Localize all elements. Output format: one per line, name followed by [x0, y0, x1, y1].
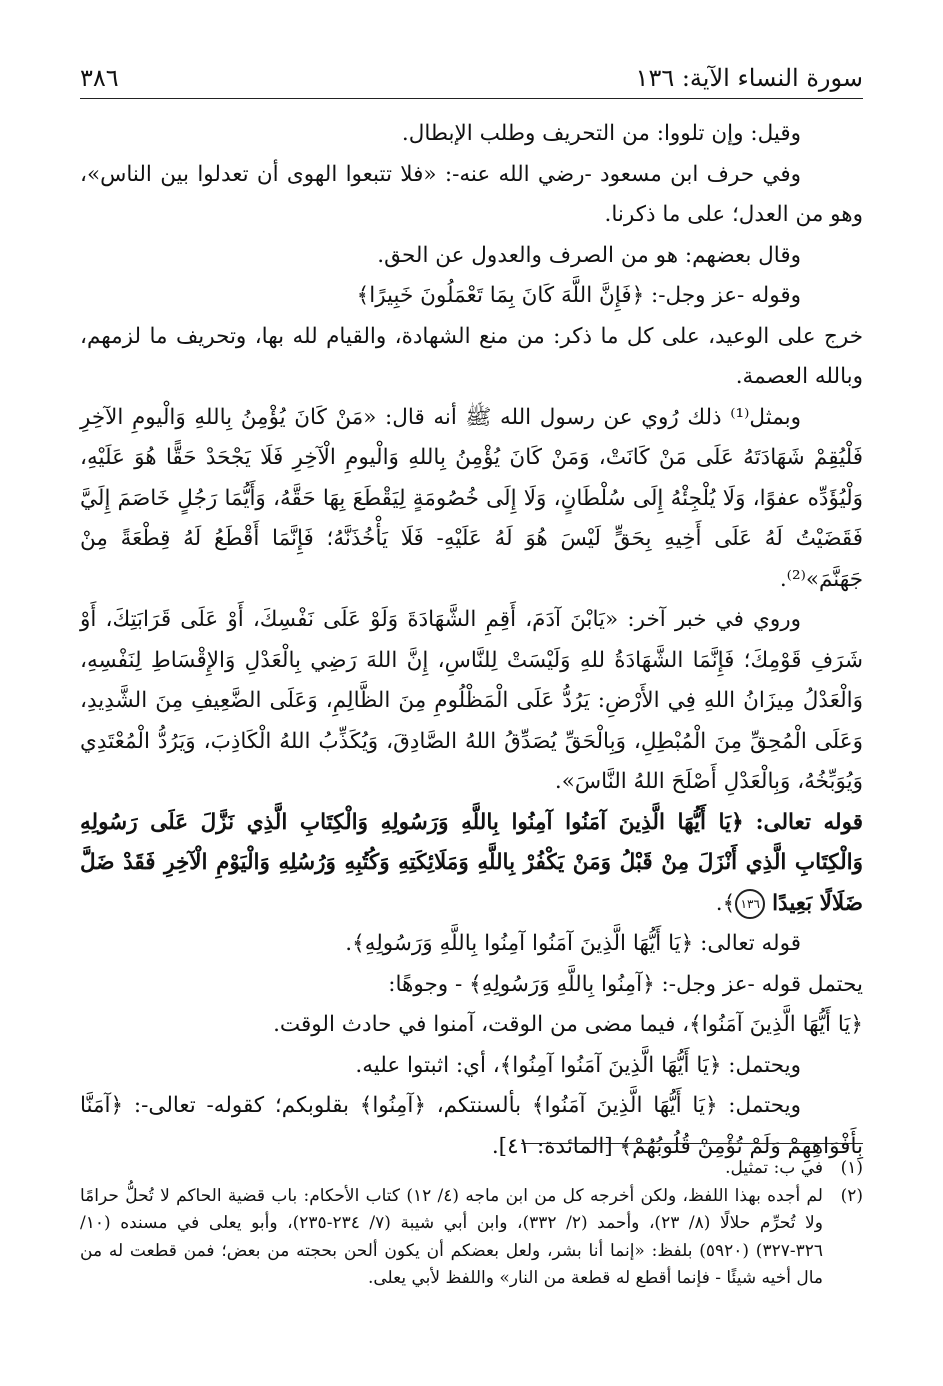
verse-closing: ﴾. [715, 890, 736, 916]
main-text [80, 114, 863, 1167]
paragraph: ويحتمل: ﴿يَا أَيُّهَا الَّذِينَ آمَنُوا﴾ بألسنتكم، ﴿آمِنُوا﴾ بقلوبكم؛ كقوله- تعالى-: ﴿آمَنَّا بِأَفْوَاهِهِمْ وَلَمْ تُؤْمِنْ قُلُوبُهُمْ﴾ [المائدة: ٤١]. [80, 1093, 863, 1159]
footnote [80, 1183, 863, 1293]
verse-text: ﴿يَا أَيُّهَا الَّذِينَ آمَنُوا آمِنُوا بِاللَّهِ وَرَسُولِهِ وَالْكِتَابِ الَّذِي نَزَّلَ عَلَى رَسُولِهِ وَالْكِتَابِ الَّذِي أَنْزَلَ مِنْ قَبْلُ وَمَنْ يَكْفُرْ بِاللَّهِ وَمَلَائِكَتِهِ وَكُتُبِهِ وَرُسُلِهِ وَالْيَوْمِ الْآخِرِ فَقَدْ ضَلَّ ضَلَالًا بَعِيدًا [80, 809, 863, 916]
paragraph: يحتمل قوله -عز وجل-: ﴿آمِنُوا بِاللَّهِ وَرَسُولِهِ﴾ - وجوهًا: [388, 971, 863, 997]
paragraph: وفي حرف ابن مسعود -رضي الله عنه-: «فلا تتبعوا الهوى أن تعدلوا بين الناس»، وهو من العدل؛ على ما ذكرنا. [80, 161, 863, 227]
paragraph: ﴿يَا أَيُّهَا الَّذِينَ آمَنُوا﴾، فيما مضى من الوقت، آمنوا في حادث الوقت. [273, 1012, 863, 1037]
aya-number-marker: ١٣٦ [735, 889, 765, 919]
footnote-divider [521, 1143, 863, 1144]
paragraph: خرج على الوعيد، على كل ما ذكر: من منع الشهادة، والقيام لله بها، وتحريف ما لزمهم، وبالله العصمة. [80, 323, 863, 389]
header-title: سورة النساء الآية: ١٣٦ [635, 64, 863, 92]
footnote-text: لم أجده بهذا اللفظ، ولكن أخرجه كل من ابن ماجه (٤/ ١٢) كتاب الأحكام: باب قضية الحاكم لا تُحلُّ حرامًا ولا تُحرِّم حلالًا (٨/ ٢٣)، وأحمد (٢/ ٣٣٢)، وابن أبي شيبة (٧/ ٢٣٤-٢٣٥)، وأبو يعلى في مسنده (١٠/ ٣٢٦-٣٢٧) (٥٩٢٠) بلفظ: «إنما أنا بشر، ولعل بعضكم أن يكون ألحن بحجته من بعض؛ فمن قطعت له من مال أخيه شيئًا - فإنما أقطع له قطعة من النار» واللفظ لأبي يعلى. [80, 1185, 824, 1288]
footnote-number: (١) [840, 1158, 863, 1178]
verse-heading-label: قوله تعالى: [755, 809, 863, 835]
running-header [80, 58, 863, 99]
verse-heading [80, 803, 863, 925]
paragraph: وقال بعضهم: هو من الصرف والعدول عن الحق. [377, 242, 801, 268]
paragraph: قوله تعالى: ﴿يَا أَيُّهَا الَّذِينَ آمَنُوا آمِنُوا بِاللَّهِ وَرَسُولِهِ﴾. [345, 931, 801, 956]
footnote-text: في ب: تمثيل. [725, 1158, 823, 1178]
footnote-number: (٢) [840, 1185, 863, 1206]
paragraph: وقيل: وإن تلووا: من التحريف وطلب الإبطال. [401, 121, 801, 146]
paragraph: ويحتمل: ﴿يَا أَيُّهَا الَّذِينَ آمَنُوا آمِنُوا﴾، أي: اثبتوا عليه. [355, 1052, 801, 1078]
footnotes [80, 1155, 863, 1293]
paragraph: وقوله -عز وجل-: ﴿فَإِنَّ اللَّهَ كَانَ بِمَا تَعْمَلُونَ خَبِيرًا﴾ [356, 283, 801, 308]
paragraph: وبمثل⁽¹⁾ ذلك رُوي عن رسول الله ﷺ أنه قال: «مَنْ كَانَ يُؤْمِنُ بِاللهِ وَالْيومِ الآخِرِ فَلْيُقِمْ شَهَادَتَهُ عَلَى مَنْ كَانَتْ، وَمَنْ كَانَ يُؤْمِنُ بِاللهِ وَالْيومِ الْآخِرِ فَلَا يَجْحَدْ حَقًّا هُوَ عَلَيْهِ، وَلْيُؤَدِّه عفوًا، وَلَا يُلْجِئْهُ إِلَى سُلْطَانٍ، وَلَا إِلَى خُصُومَةٍ لِيَقْطَعَ بِهَا حَقَّهُ، وَأَيُّمَا رَجُلٍ خَاصَمَ إِلَيَّ فَقَضَيْتُ لَهُ عَلَى أَخِيهِ بِحَقٍّ لَيْسَ هُوَ لَهُ عَلَيْهِ- فَلَا يَأْخُذَنَّهُ؛ فَإِنَّمَا أَقْطَعُ لَهُ قِطْعَةً مِنْ جَهَنَّمَ»⁽²⁾. [80, 404, 863, 592]
page-number: ٣٨٦ [80, 64, 119, 92]
footnote [80, 1155, 863, 1183]
paragraph: وروي في خبر آخر: «يَابْنَ آدَمَ، أَقِمِ الشَّهَادَةَ وَلَوْ عَلَى نَفْسِكَ، أَوْ عَلَى قَرَابَتِكَ، أَوْ شَرَفِ قَوْمِكَ؛ فَإِنَّمَا الشَّهَادَةُ للهِ وَلَيْسَتْ لِلنَّاسِ، إِنَّ اللهَ رَضِي بِالْعَدْلِ وَالإِقْسَاطِ لِنَفْسِهِ، وَالْعَدْلُ مِيزَانُ اللهِ فِي الأَرْضِ: يَرُدُّ عَلَى الْمَظْلُومِ مِنَ الظَّالِمِ، وَعَلَى الضَّعِيفِ مِنَ الشَّدِيدِ، وَعَلَى الْمُحِقِّ مِنَ الْمُبْطِلِ، وَبِالْحَقِّ يُصَدِّقُ اللهُ الصَّادِقَ، وَيُكَذِّبُ اللهُ الْكَاذِبَ، وَيَرُدُّ الْمُعْتَدِي وَيُوَبِّخُهُ، وَبِالْعَدْلِ أَصْلَحَ اللهُ النَّاسَ». [80, 607, 863, 794]
